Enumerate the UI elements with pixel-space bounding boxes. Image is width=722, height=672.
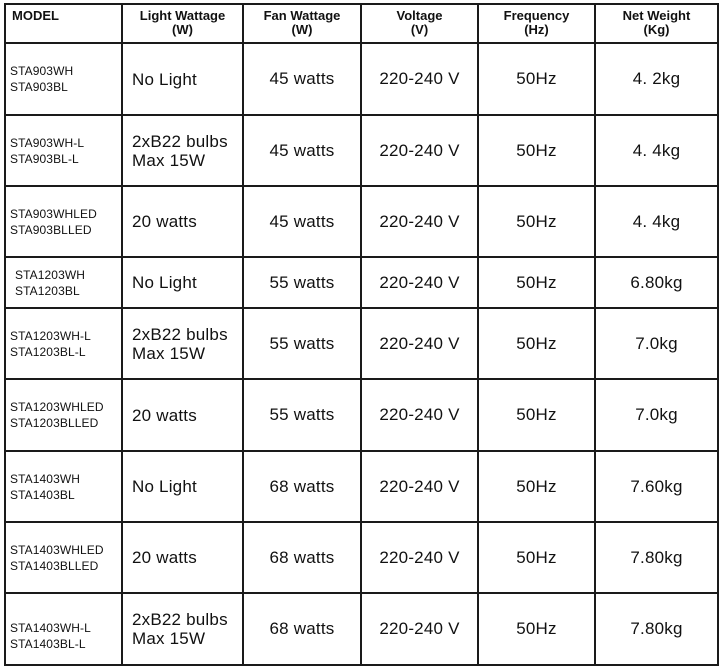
model-cell <box>5 115 122 186</box>
frequency-cell: 50Hz <box>478 257 595 308</box>
frequency-cell: 50Hz <box>478 593 595 665</box>
light-wattage-value: No Light <box>132 273 197 292</box>
fan-wattage-cell: 45 watts <box>243 186 361 257</box>
table-row <box>5 593 718 665</box>
light-wattage-cell <box>122 593 243 665</box>
net-weight-cell: 7.0kg <box>595 308 718 379</box>
light-wattage-cell <box>122 522 243 593</box>
model-code: STA903WH-L <box>10 135 85 150</box>
light-wattage-value: Max 15W <box>132 629 206 648</box>
frequency-cell: 50Hz <box>478 43 595 115</box>
model-cell <box>5 186 122 257</box>
table-row <box>5 451 718 522</box>
light-wattage-value: 2xB22 bulbs <box>132 131 228 151</box>
table-header <box>5 4 718 43</box>
model-code: STA1403BL-L <box>10 637 86 651</box>
model-code: STA1203BL-L <box>10 344 86 359</box>
header-voltage <box>361 4 478 43</box>
header-frequency <box>478 4 595 43</box>
header-net-weight <box>595 4 718 43</box>
header-net-weight-unit: (Kg) <box>643 22 670 37</box>
header-frequency-unit: (Hz) <box>524 22 549 37</box>
light-wattage-value: 2xB22 bulbs <box>132 610 228 629</box>
table-row <box>5 379 718 451</box>
frequency-cell: 50Hz <box>478 522 595 593</box>
light-wattage-value: No Light <box>132 477 197 496</box>
light-wattage-value: Max 15W <box>132 150 206 170</box>
model-cell <box>5 257 122 308</box>
table-row <box>5 43 718 115</box>
model-cell <box>5 522 122 593</box>
model-code: STA903WH <box>10 64 74 78</box>
net-weight-cell: 4. 4kg <box>595 186 718 257</box>
light-wattage-value: No Light <box>132 69 197 89</box>
light-wattage-value: 20 watts <box>132 212 197 231</box>
header-voltage-label: Voltage <box>396 8 443 23</box>
table-row <box>5 186 718 257</box>
model-code: STA1203WHLED <box>10 400 104 414</box>
voltage-cell: 220-240 V <box>361 451 478 522</box>
model-cell <box>5 308 122 379</box>
header-voltage-unit: (V) <box>410 22 429 37</box>
header-model <box>5 4 122 43</box>
fan-wattage-cell: 55 watts <box>243 379 361 451</box>
net-weight-cell: 7.80kg <box>595 522 718 593</box>
header-light-wattage-unit: (W) <box>172 22 193 37</box>
fan-wattage-cell: 55 watts <box>243 308 361 379</box>
fan-wattage-cell: 45 watts <box>243 43 361 115</box>
model-cell <box>5 379 122 451</box>
model-cell <box>5 451 122 522</box>
light-wattage-cell <box>122 186 243 257</box>
net-weight-cell: 7.80kg <box>595 593 718 665</box>
net-weight-cell: 7.0kg <box>595 379 718 451</box>
header-frequency-label: Frequency <box>503 8 570 23</box>
model-code: STA1203BLLED <box>10 416 99 430</box>
header-model-label: MODEL <box>12 8 59 23</box>
fan-wattage-cell: 68 watts <box>243 451 361 522</box>
table-row <box>5 257 718 308</box>
model-code: STA1403BL <box>10 487 75 502</box>
light-wattage-cell <box>122 115 243 186</box>
header-light-wattage-label: Light Wattage <box>139 8 226 23</box>
light-wattage-value: Max 15W <box>132 343 206 363</box>
voltage-cell: 220-240 V <box>361 379 478 451</box>
light-wattage-cell <box>122 257 243 308</box>
table-row <box>5 115 718 186</box>
frequency-cell: 50Hz <box>478 379 595 451</box>
fan-wattage-cell: 45 watts <box>243 115 361 186</box>
fan-wattage-cell: 68 watts <box>243 522 361 593</box>
header-fan-wattage-label: Fan Wattage <box>263 8 341 23</box>
model-cell <box>5 43 122 115</box>
model-code: STA903WHLED <box>10 206 97 221</box>
voltage-cell: 220-240 V <box>361 522 478 593</box>
light-wattage-value: 20 watts <box>132 548 197 567</box>
voltage-cell: 220-240 V <box>361 308 478 379</box>
light-wattage-value: 20 watts <box>132 405 197 425</box>
light-wattage-cell <box>122 43 243 115</box>
model-cell <box>5 593 122 665</box>
model-code: STA903BL-L <box>10 151 79 166</box>
fan-wattage-cell: 68 watts <box>243 593 361 665</box>
net-weight-cell: 7.60kg <box>595 451 718 522</box>
model-code: STA1403BLLED <box>10 558 99 573</box>
net-weight-cell: 4. 4kg <box>595 115 718 186</box>
voltage-cell: 220-240 V <box>361 115 478 186</box>
table-row <box>5 308 718 379</box>
spec-table <box>4 3 719 666</box>
model-code: STA1203WH-L <box>10 328 91 343</box>
header-fan-wattage <box>243 4 361 43</box>
header-net-weight-label: Net Weight <box>622 8 691 23</box>
header-row <box>5 4 718 43</box>
light-wattage-cell <box>122 379 243 451</box>
model-code: STA1403WHLED <box>10 542 104 557</box>
frequency-cell: 50Hz <box>478 308 595 379</box>
net-weight-cell: 4. 2kg <box>595 43 718 115</box>
fan-wattage-cell: 55 watts <box>243 257 361 308</box>
header-light-wattage <box>122 4 243 43</box>
table-row <box>5 522 718 593</box>
model-code: STA1403WH-L <box>10 621 91 635</box>
header-fan-wattage-unit: (W) <box>291 22 313 37</box>
table-body <box>5 43 718 665</box>
voltage-cell: 220-240 V <box>361 593 478 665</box>
voltage-cell: 220-240 V <box>361 186 478 257</box>
net-weight-cell: 6.80kg <box>595 257 718 308</box>
frequency-cell: 50Hz <box>478 115 595 186</box>
frequency-cell: 50Hz <box>478 186 595 257</box>
voltage-cell: 220-240 V <box>361 257 478 308</box>
model-code: STA1403WH <box>10 471 81 486</box>
frequency-cell: 50Hz <box>478 451 595 522</box>
model-code: STA1203WH <box>15 267 86 282</box>
light-wattage-cell <box>122 451 243 522</box>
light-wattage-cell <box>122 308 243 379</box>
light-wattage-value: 2xB22 bulbs <box>132 324 228 344</box>
voltage-cell: 220-240 V <box>361 43 478 115</box>
model-code: STA903BLLED <box>10 222 92 237</box>
model-code: STA903BL <box>10 80 68 94</box>
model-code: STA1203BL <box>15 283 80 298</box>
